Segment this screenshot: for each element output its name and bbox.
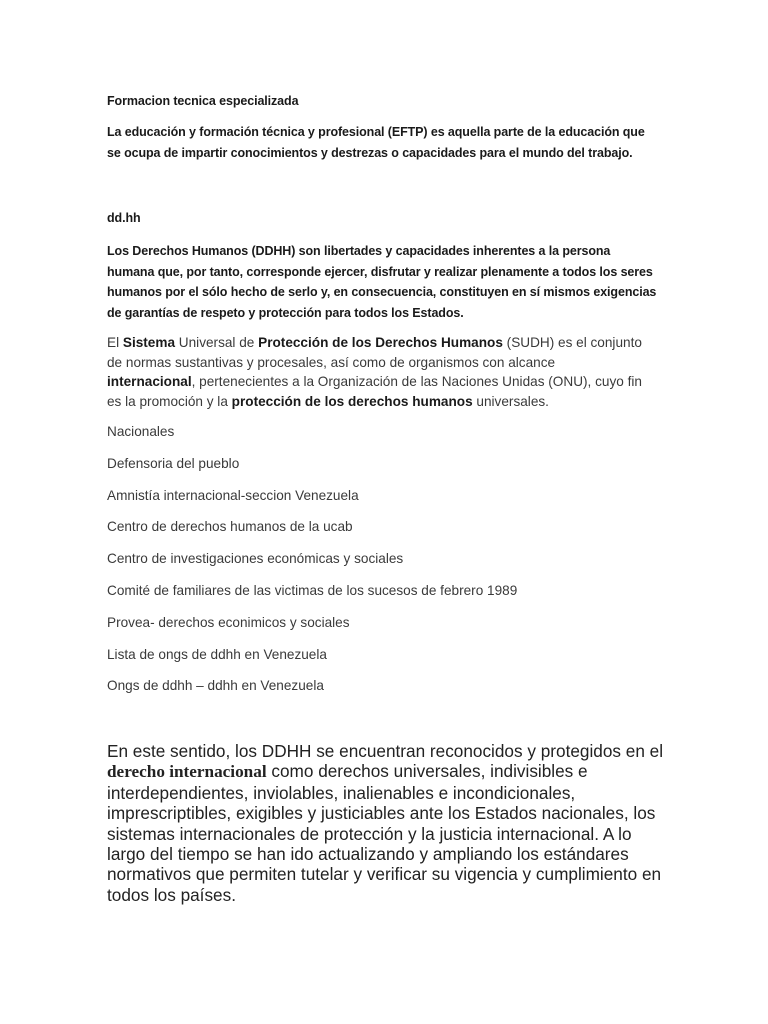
- bold-run: derecho internacional: [107, 762, 267, 782]
- bold-run: Protección de los Derechos Humanos: [258, 335, 503, 350]
- list-item: Centro de investigaciones económicas y sociales: [107, 551, 404, 567]
- list-item: Amnistía internacional-seccion Venezuela: [107, 487, 359, 503]
- list-item: Provea- derechos econimicos y sociales: [107, 614, 350, 630]
- text-run: universales.: [472, 393, 549, 409]
- section-heading-formacion: Formacion tecnica especializada: [107, 94, 299, 108]
- text-run: , pertenecientes a la Organización de las Naciones Unidas (ONU), cuyo fin es la promoción y la: [107, 374, 642, 409]
- text-run: El: [107, 335, 123, 350]
- list-item: Comité de familiares de las victimas de los sucesos de febrero 1989: [107, 582, 518, 598]
- list-item: Ongs de ddhh – ddhh en Venezuela: [107, 678, 324, 694]
- paragraph-sudh: [107, 333, 647, 411]
- list-item: Lista de ongs de ddhh en Venezuela: [107, 646, 327, 662]
- bold-run: protección de los derechos humanos: [231, 393, 473, 409]
- text-run: En este sentido, los DDHH se encuentran reconocidos y protegidos en el: [107, 741, 664, 761]
- text-run: (SUDH) es el conjunto de normas sustantivas y procesales, así como de organismos con alcance: [107, 335, 642, 370]
- organizations-list: [107, 422, 517, 708]
- paragraph-eftp: La educación y formación técnica y profesional (EFTP) es aquella parte de la educación que se ocupa de impartir conocimientos y destrezas o capacidades para el mundo del trabajo.: [107, 125, 645, 160]
- list-item: Defensoria del pueblo: [107, 455, 240, 471]
- bold-run: Sistema: [122, 335, 176, 350]
- paragraph-derechos-humanos: Los Derechos Humanos (DDHH) son libertades y capacidades inherentes a la persona humana que, por tanto, corresponde ejercer, disfrutar y realizar plenamente a todos los seres humanos por el sólo hecho de serlo y, en consecuencia, constituyen en sí mismos exigencias de garantías de respeto y protección para todos los Estados.: [107, 244, 657, 320]
- section-heading-ddhh: dd.hh: [107, 211, 141, 225]
- list-item: Nacionales: [107, 424, 175, 439]
- text-run: Universal de: [175, 335, 259, 350]
- text-run: como derechos universales, indivisibles e interdependientes, inviolables, inalienables e incondicionales, imprescriptibles, exigibles y justiciables ante los Estados nacionales, los sistemas internacionales de protección y la justicia internacional. A lo largo del tiempo se han ido actualizando y ampliando los estándares normativos que permiten tutelar y verificar su vigencia y cumplimiento en todos los países.: [107, 761, 662, 905]
- bold-run: internacional: [107, 374, 192, 389]
- list-item: Centro de derechos humanos de la ucab: [107, 519, 353, 535]
- paragraph-derecho-internacional: [107, 741, 667, 905]
